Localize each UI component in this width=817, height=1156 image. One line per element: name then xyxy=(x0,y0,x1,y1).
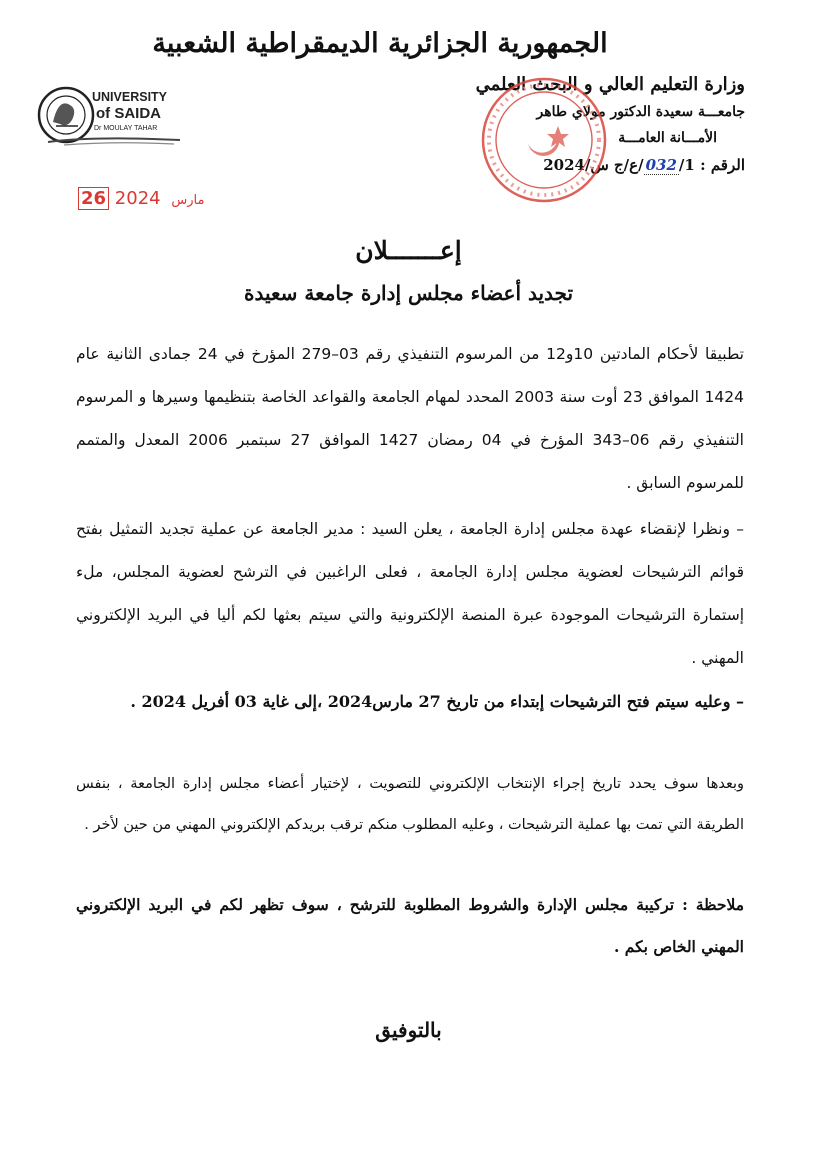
secretariat-name: الأمـــانة العامـــة xyxy=(618,130,717,146)
announcement-subtitle: تجديد أعضاء مجلس إدارة جامعة سعيدة xyxy=(243,281,574,305)
official-seal-icon xyxy=(478,74,610,206)
logo-line-2: of SAIDA xyxy=(96,105,161,122)
date-stamp-day: 26 xyxy=(78,187,109,210)
university-logo-icon xyxy=(34,84,184,150)
university-name: جامعـــة سعيدة الدكتور مولاي طاهر xyxy=(536,104,745,120)
reference-number: 032 xyxy=(645,156,677,174)
logo-line-1: UNIVERSITY xyxy=(92,90,168,104)
date-stamp xyxy=(78,188,209,209)
paragraph-election-info: وبعدها سوف يحدد تاريخ إجراء الإنتخاب الإلكتروني للتصويت ، لإختيار أعضاء مجلس إدارة الجامعة ، بنفس الطريقة التي تمت بها عملية الترشيحات ، وعليه المطلوب منكم ترقب بريدكم الإلكتروني المهني من حين لأخر . xyxy=(76,776,744,833)
closing-wish: بالتوفيق xyxy=(375,1018,442,1042)
paragraph-candidacy-call: – ونظرا لإنقضاء عهدة مجلس إدارة الجامعة ، يعلن السيد : مدير الجامعة عن عملية تجديد التمثيل بفتح قوائم الترشيحات لعضوية مجلس إدارة الجامعة ، فعلى الراغبين في الترشح لعضوية المجلس، ملء إستمارة الترشيحات الموجودة عبرة المنصة الإلكترونية والتي سيتم بعثها لكم أليا في البريد الإلكتروني المهني . xyxy=(76,520,744,667)
official-seal xyxy=(478,74,610,206)
paragraph-candidacy-dates: – وعليه سيتم فتح الترشيحات إبتداء من تاريخ 27 مارس2024 ،إلى غاية 03 أفريل 2024 . xyxy=(130,692,744,711)
reference-label: الرقم : xyxy=(700,156,745,174)
logo-line-3: Dr MOULAY TAHAR xyxy=(94,125,158,132)
paragraph-legal-basis: تطبيقا لأحكام المادتين 10و12 من المرسوم التنفيذي رقم 03–279 المؤرخ في 24 جمادى الثانية عام 1424 الموافق 23 أوت سنة 2003 المحدد لمهام الجامعة والقواعد الخاصة بتنظيمها وسيرها و المرسوم التنفيذي رقم 06–343 المؤرخ في 04 رمضان 1427 الموافق 27 سبتمبر 2006 المعدل والمتمم للمرسوم السابق . xyxy=(76,345,744,492)
republic-title: الجمهورية الجزائرية الديمقراطية الشعبية xyxy=(152,28,608,59)
date-stamp-month: مارس xyxy=(171,193,205,208)
university-logo xyxy=(34,84,184,150)
date-stamp-year: 2024 xyxy=(114,188,161,209)
paragraph-note: ملاحظة : تركيبة مجلس الإدارة والشروط المطلوبة للترشح ، سوف تظهر لكم في البريد الإلكتروني المهني الخاص بكم . xyxy=(76,895,744,956)
announcement-title: إعـــــــلان xyxy=(355,236,462,265)
reference-suffix: /1/ع/ج س/2024 xyxy=(543,156,695,174)
ministry-name: وزارة التعليم العالي و البحث العلمي xyxy=(475,74,745,95)
